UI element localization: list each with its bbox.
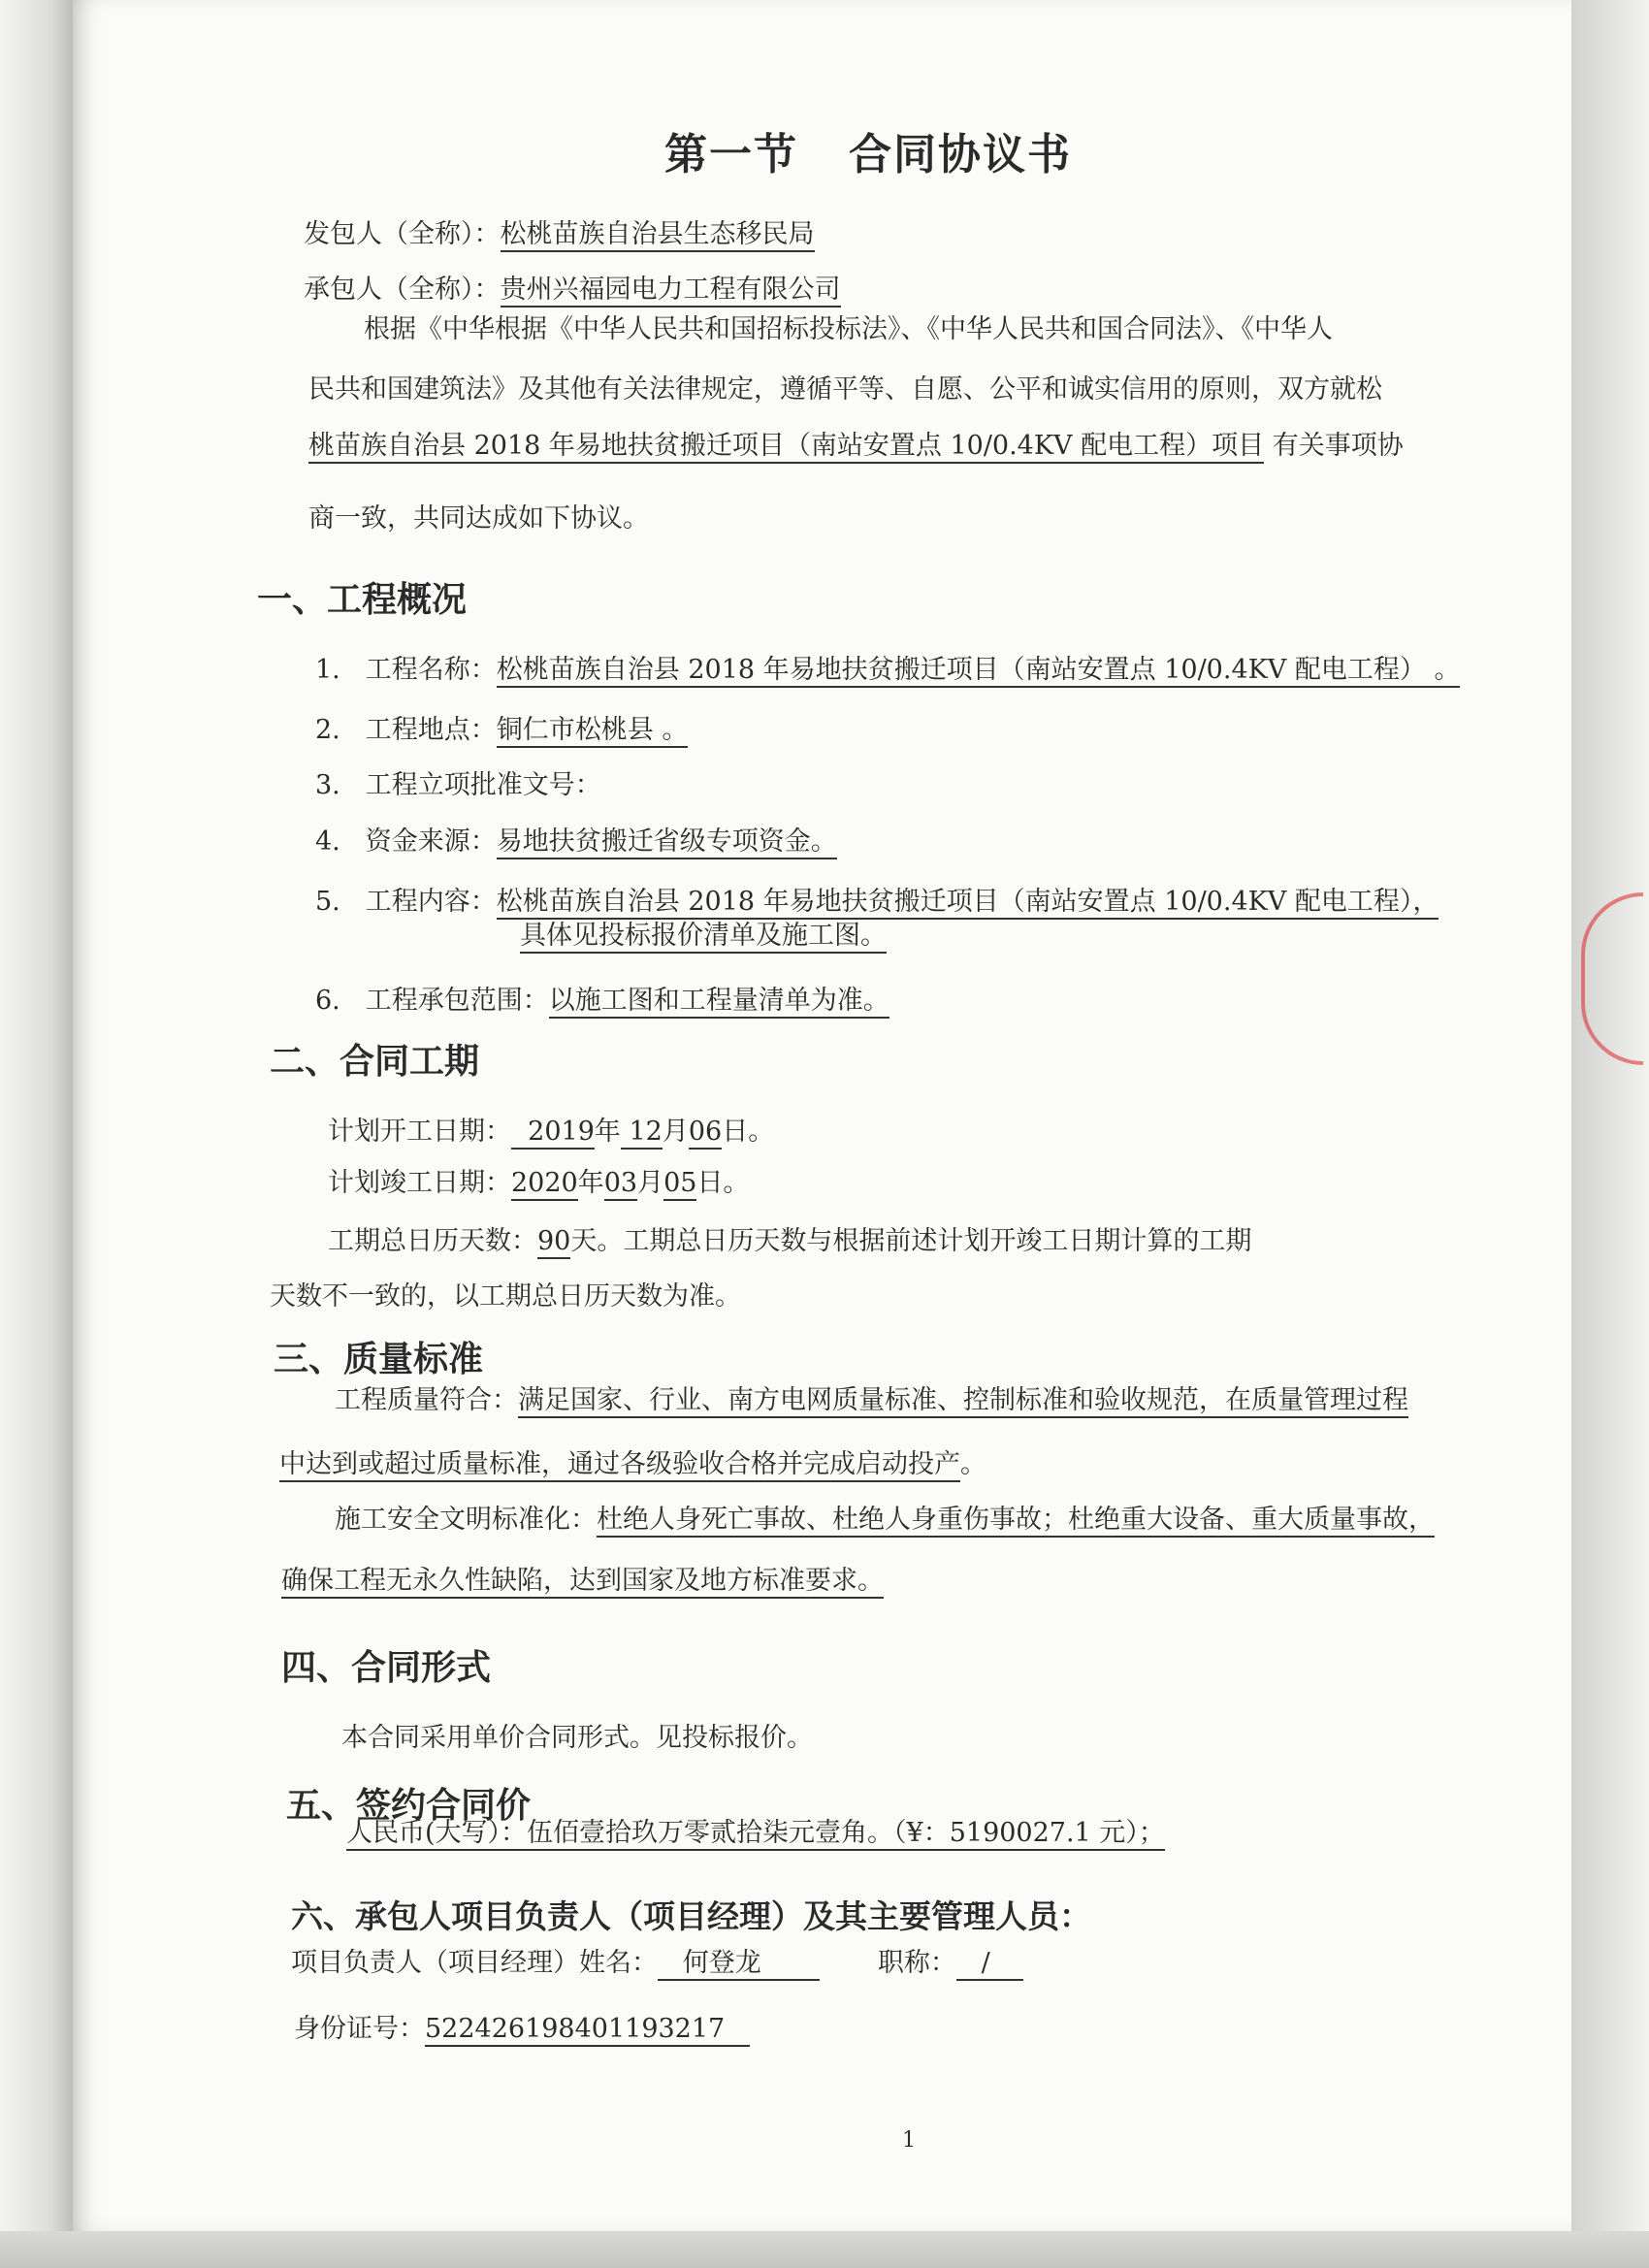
intro-line-4: 商一致，共同达成如下协议。 — [308, 503, 649, 534]
end-year-char: 年 — [577, 1168, 604, 1198]
end-month-char: 月 — [637, 1168, 664, 1198]
s1-item-6-num: 6. — [315, 986, 340, 1016]
s1-item-5-continuation — [520, 920, 887, 953]
section-1-heading: 一、工程概况 — [257, 580, 468, 620]
id-number-line — [294, 2013, 750, 2046]
contract-price-value: 人民币(大写）：伍佰壹拾玖万零贰拾柒元壹角。（¥：5190027.1 元）； — [346, 1818, 1165, 1851]
employer-value: 松桃苗族自治县生态移民局 — [501, 219, 815, 252]
contractor-label: 承包人（全称）： — [304, 275, 501, 305]
s1-item-3-label: 工程立项批准文号： — [365, 770, 601, 800]
s1-item-6-label: 工程承包范围： — [365, 986, 549, 1016]
s1-item-2 — [315, 714, 688, 747]
start-month: 12 — [629, 1117, 663, 1147]
s1-item-4 — [315, 826, 837, 859]
s1-item-3 — [315, 769, 601, 802]
section-5-heading: 五、签约合同价 — [286, 1786, 532, 1826]
employer-line — [304, 218, 815, 251]
quality-end: 。 — [960, 1449, 986, 1479]
s1-item-5-num: 5. — [315, 887, 340, 917]
intro-line-2: 民共和国建筑法》及其他有关法律规定，遵循平等、自愿、公平和诚实信用的原则，双方就松 — [308, 374, 1382, 405]
section-2-heading: 二、合同工期 — [270, 1042, 480, 1082]
section-4-heading: 四、合同形式 — [281, 1648, 492, 1688]
start-month-char: 月 — [662, 1117, 689, 1147]
end-month: 03 — [603, 1168, 638, 1198]
s1-item-2-label: 工程地点： — [365, 715, 497, 745]
s1-item-5-label: 工程内容： — [365, 887, 497, 917]
s1-item-2-num: 2. — [315, 715, 340, 745]
intro-line-3 — [308, 430, 1404, 463]
s1-item-1-num: 1. — [315, 655, 340, 685]
page-number: 1 — [902, 2128, 916, 2153]
intro-line-1: 根据《中华根据《中华人民共和国招标投标法》、《中华人民共和国合同法》、《中华人 — [364, 314, 1333, 344]
safety-label: 施工安全文明标准化： — [335, 1505, 597, 1535]
pm-title-value: / — [981, 1948, 990, 1978]
section-6-heading: 六、承包人项目负责人（项目经理）及其主要管理人员： — [291, 1897, 1091, 1935]
total-days-line-2: 天数不一致的，以工期总日历天数为准。 — [270, 1281, 741, 1312]
pm-title-label: 职称： — [877, 1948, 956, 1978]
quality-line-2 — [279, 1448, 986, 1481]
scan-left-margin — [0, 0, 73, 2268]
id-number-value: 522426198401193217 — [425, 2014, 726, 2044]
contract-price-line — [346, 1817, 1165, 1850]
contractor-line — [304, 274, 841, 307]
s1-item-4-num: 4. — [315, 826, 340, 857]
end-day: 05 — [663, 1168, 697, 1198]
quality-line-1 — [335, 1384, 1408, 1417]
s1-item-1-value: 松桃苗族自治县 2018 年易地扶贫搬迁项目（南站安置点 10/0.4KV 配电工程） 。 — [497, 655, 1461, 688]
title-section-number: 第一节 — [664, 130, 798, 179]
pm-name-label: 项目负责人（项目经理）姓名： — [291, 1948, 658, 1978]
s1-item-6-value: 以施工图和工程量清单为准。 — [549, 986, 889, 1019]
s1-item-5-value: 松桃苗族自治县 2018 年易地扶贫搬迁项目（南站安置点 10/0.4KV 配电工程）， — [497, 887, 1439, 920]
section-3-heading: 三、质量标准 — [274, 1340, 484, 1379]
contractor-value: 贵州兴福园电力工程有限公司 — [501, 275, 841, 308]
pm-name-value: 何登龙 — [682, 1948, 761, 1978]
total-days-line — [328, 1225, 1251, 1258]
planned-start-date — [328, 1116, 774, 1149]
planned-end-date — [328, 1167, 749, 1200]
s1-item-5 — [315, 886, 1439, 919]
safety-line-2 — [281, 1565, 884, 1598]
end-day-char: 日。 — [696, 1168, 750, 1198]
quality-value-2: 中达到或超过质量标准，通过各级验收合格并完成启动投产 — [279, 1449, 960, 1482]
start-year-char: 年 — [594, 1117, 621, 1147]
employer-label: 发包人（全称）： — [304, 219, 501, 249]
contract-form-text: 本合同采用单价合同形式。见投标报价。 — [341, 1723, 813, 1753]
end-year: 2020 — [511, 1168, 578, 1198]
start-year: 2019 — [528, 1117, 595, 1147]
end-date-label: 计划竣工日期： — [328, 1168, 511, 1198]
safety-line-1 — [335, 1504, 1435, 1537]
start-day-char: 日。 — [722, 1117, 775, 1147]
quality-value-1: 满足国家、行业、南方电网质量标准、控制标准和验收规范，在质量管理过程 — [518, 1385, 1408, 1418]
total-days-value: 90 — [537, 1226, 571, 1256]
s1-item-1 — [315, 654, 1460, 687]
scan-right-margin — [1571, 0, 1649, 2268]
safety-value-2: 确保工程无永久性缺陷，达到国家及地方标准要求。 — [281, 1566, 884, 1599]
title-text: 合同协议书 — [849, 130, 1072, 179]
project-manager-line — [291, 1947, 1023, 1980]
page-title — [664, 130, 1072, 179]
scan-bottom-margin — [0, 2231, 1649, 2268]
safety-value-1: 杜绝人身死亡事故、杜绝人身重伤事故；杜绝重大设备、重大质量事故， — [597, 1505, 1435, 1538]
s1-item-1-label: 工程名称： — [365, 655, 497, 685]
total-days-label: 工期总日历天数： — [328, 1226, 537, 1256]
s1-item-6 — [315, 985, 889, 1018]
s1-item-2-value: 铜仁市松桃县 。 — [497, 715, 689, 748]
quality-label: 工程质量符合： — [335, 1385, 518, 1415]
id-number-label: 身份证号： — [294, 2014, 425, 2044]
s1-item-3-num: 3. — [315, 770, 340, 800]
start-day: 06 — [688, 1117, 723, 1147]
s1-item-4-label: 资金来源： — [365, 826, 497, 857]
intro-project-name: 桃苗族自治县 2018 年易地扶贫搬迁项目（南站安置点 10/0.4KV 配电工程）项目 — [308, 431, 1264, 464]
total-days-tail: 天。工期总日历天数与根据前述计划开竣工日期计算的工期 — [570, 1226, 1252, 1256]
start-date-label: 计划开工日期： — [328, 1117, 511, 1147]
s1-item-5-value-2: 具体见投标报价清单及施工图。 — [520, 921, 887, 954]
s1-item-4-value: 易地扶贫搬迁省级专项资金。 — [497, 826, 837, 859]
intro-line-3-tail: 有关事项协 — [1264, 431, 1404, 461]
